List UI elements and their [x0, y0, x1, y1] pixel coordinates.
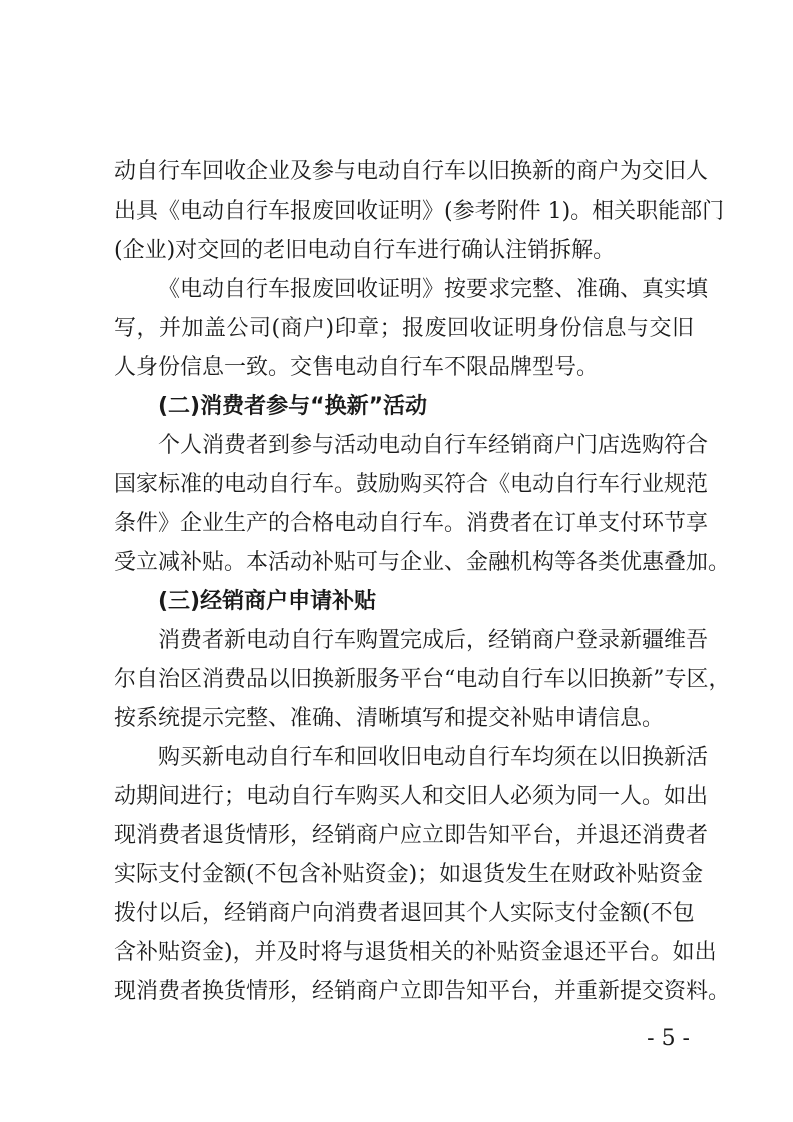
body-line: 《电动自行车报废回收证明》按要求完整、准确、真实填: [158, 277, 709, 302]
body-line: 条件》企业生产的合格电动自行车。消费者在订单支付环节享: [114, 511, 709, 536]
body-line: 国家标准的电动自行车。鼓励购买符合《电动自行车行业规范: [114, 472, 709, 497]
body-line: 出具《电动自行车报废回收证明》(参考附件 1)。相关职能部门: [114, 199, 725, 224]
body-line: 人身份信息一致。交售电动自行车不限品牌型号。: [114, 355, 599, 380]
body-line: 现消费者退货情形，经销商户应立即告知平台，并退还消费者: [114, 823, 709, 848]
body-line: 拨付以后，经销商户向消费者退回其个人实际支付金额(不包: [114, 901, 695, 926]
body-line: 动自行车回收企业及参与电动自行车以旧换新的商户为交旧人: [114, 159, 709, 184]
body-line: (企业)对交回的老旧电动自行车进行确认注销拆解。: [114, 238, 616, 263]
page-number: - 5 -: [647, 1026, 690, 1051]
body-line: 写，并加盖公司(商户)印章；报废回收证明身份信息与交旧: [114, 316, 694, 341]
body-line: 购买新电动自行车和回收旧电动自行车均须在以旧换新活: [158, 745, 709, 770]
body-line: 动期间进行；电动自行车购买人和交旧人必须为同一人。如出: [114, 784, 709, 809]
section-heading-3: (三)经销商户申请补贴: [158, 589, 377, 614]
body-line: 现消费者换货情形，经销商户立即告知平台，并重新提交资料。: [114, 979, 731, 1004]
body-line: 个人消费者到参与活动电动自行车经销商户门店选购符合: [158, 433, 709, 458]
body-line: 按系统提示完整、准确、清晰填写和提交补贴申请信息。: [114, 706, 665, 731]
section-heading-2: (二)消费者参与“换新”活动: [158, 394, 428, 419]
body-line: 实际支付金额(不包含补贴资金)；如退货发生在财政补贴资金: [114, 862, 704, 887]
body-line: 含补贴资金)，并及时将与退货相关的补贴资金退还平台。如出: [114, 940, 717, 965]
body-line: 受立减补贴。本活动补贴可与企业、金融机构等各类优惠叠加。: [114, 550, 731, 575]
body-line: 消费者新电动自行车购置完成后，经销商户登录新疆维吾: [158, 628, 709, 653]
body-line: 尔自治区消费品以旧换新服务平台“电动自行车以旧换新”专区，: [114, 667, 731, 692]
